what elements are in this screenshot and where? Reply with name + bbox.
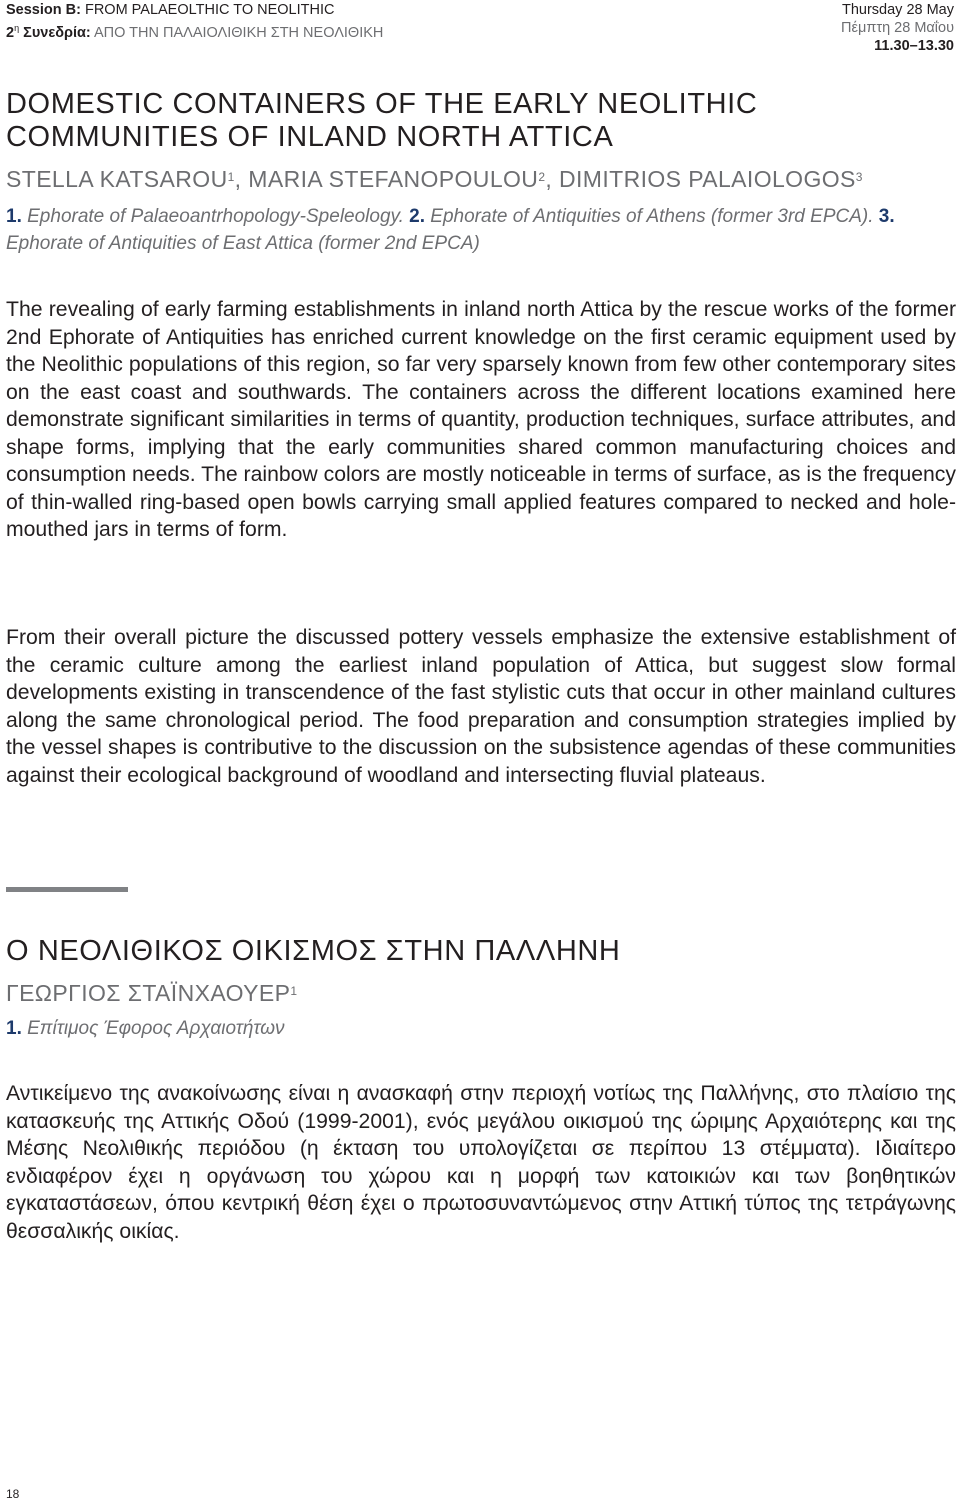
- author-sup: 3: [855, 170, 863, 184]
- affil-num: 3.: [878, 206, 895, 227]
- session-line-gr: [6, 19, 383, 42]
- affil-gr-text: Επίτιμος Έφορος Αρχαιοτήτων: [21, 1018, 285, 1039]
- session-gr-title: ΑΠΟ ΤΗΝ ΠΑΛΑΙΟΛΙΘΙΚΗ ΣΤΗ ΝΕΟΛΙΘΙΚΗ: [93, 24, 384, 41]
- article-title-gr: Ο ΝΕΟΛΙΘΙΚΟΣ ΟΙΚΙΣΜΟΣ ΣΤΗΝ ΠΑΛΛΗΝΗ: [6, 935, 621, 967]
- authors-en: [6, 164, 956, 194]
- date-header: [841, 1, 954, 55]
- affil-num: 1.: [6, 206, 22, 227]
- abstract-paragraph-1: The revealing of early farming establishments in inland north Attica by the rescue works of the former 2nd Ephorate of Antiquities has enriched current knowledge on the first ceramic equipment used by the Neolithic populations of this region, so far very sparsely known from few other contemporary sites on the east coast and southwards. The containers across the different locations examined here demonstrate significant similarities in terms of quantity, production techniques, surface attributes, and shape forms, implying that the early communities shared common manufacturing choices and consumption needs. The rainbow colors are mostly noticeable in terms of surface, as is the frequency of thin-walled ring-based open bowls carrying small applied features compared to necked and hole-mouthed jars in terms of form.: [6, 298, 956, 541]
- session-title: FROM PALAEOLTHIC TO NEOLITHIC: [84, 2, 335, 18]
- session-gr-label: Συνεδρία:: [23, 24, 91, 41]
- title-line-1: DOMESTIC CONTAINERS OF THE EARLY NEOLITHIC: [6, 88, 758, 120]
- author-gr-sup: 1: [290, 984, 298, 998]
- page-number: 18: [6, 1487, 20, 1501]
- affil-gr-num: 1.: [6, 1018, 22, 1039]
- affil-text: Ephorate of Antiquities of Athens (former 3rd EPCA).: [425, 206, 879, 227]
- author-sup: 2: [538, 170, 546, 184]
- affil-text: Ephorate of Antiquities of East Attica (former 2nd EPCA): [6, 233, 480, 254]
- session-time: 11.30–13.30: [874, 38, 954, 54]
- session-gr-num: 2: [6, 24, 15, 41]
- title-line-2: COMMUNITIES OF INLAND NORTH ATTICA: [6, 121, 614, 153]
- session-label: Session B:: [6, 2, 81, 18]
- affiliations-en: [6, 203, 956, 257]
- article-title-en: [6, 88, 956, 154]
- author-gr: [6, 978, 956, 1008]
- author-sup: 1: [227, 170, 235, 184]
- abstract-paragraph-2: From their overall picture the discussed pottery vessels emphasize the extensive establishment of the ceramic culture among the earliest inland population of Attica, but suggest slow formal developments existing in transcendence of the fast stylistic cuts that occur in other mainland cultures along the same chronological period. The food preparation and consumption strategies implied by the vessel shapes is contributive to the discussion on the subsistence agendas of these communities against their ecological background of woodland and intersecting fluvial plateaus.: [6, 626, 956, 787]
- author-name: STELLA KATSAROU: [6, 166, 228, 192]
- session-header: [6, 1, 383, 42]
- session-gr-sup: η: [14, 23, 20, 33]
- author-sep: ,: [545, 166, 559, 192]
- affil-text: Ephorate of Palaeoantrhopology-Speleology.: [21, 206, 410, 227]
- session-line-en: [6, 1, 383, 19]
- author-name: MARIA STEFANOPOULOU: [248, 166, 539, 192]
- date-gr: Πέμπτη 28 Μαΐου: [841, 20, 954, 36]
- affiliation-gr: [6, 1015, 956, 1042]
- date-en: Thursday 28 May: [841, 2, 954, 18]
- abstract-paragraph-gr: Αντικείμενο της ανακοίνωσης είναι η ανασκαφή στην περιοχή νοτίως της Παλλήνης, στο πλαίσιο της κατασκευής της Αττικής Οδού (1999-2001), ενός μεγάλου οικισμού της ώριμης Αρχαιότερης και της Μέσης Νεολιθικής περιόδου (η έκταση του υπολογίζεται σε περίπου 13 στέμματα). Ιδιαίτερο ενδιαφέρον έχει η οργάνωση του χώρου και η μορφή των κατοικιών και των βοηθητικών εγκαταστάσεων, όπου κεντρική θέση έχει ο πρωτοσυναντώμενος στην Αττική τύπος της τετράγωνης θεσσαλικής οικίας.: [6, 1082, 956, 1243]
- author-gr-name: ΓΕΩΡΓΙΟΣ ΣΤΑΪΝΧΑΟΥΕΡ: [6, 980, 291, 1006]
- author-sep: ,: [234, 166, 249, 192]
- author-name: DIMITRIOS PALAIOLOGOS: [558, 166, 856, 192]
- section-divider: [6, 887, 128, 892]
- affil-num: 2.: [409, 206, 426, 227]
